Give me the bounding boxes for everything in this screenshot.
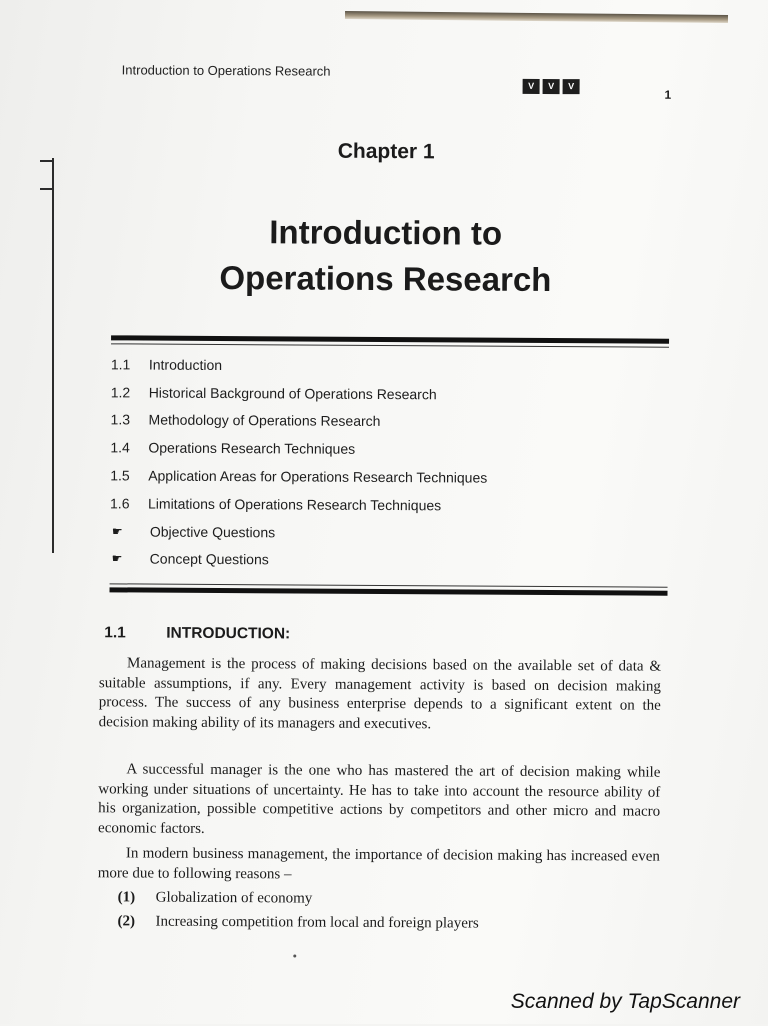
logo-letter: V — [563, 79, 580, 94]
pointing-hand-bullet-icon: ☛ — [111, 551, 123, 566]
contents-title: Limitations of Operations Research Techniques — [147, 495, 442, 514]
contents-title: Objective Questions — [149, 523, 276, 541]
contents-top-rule-thin — [111, 343, 669, 347]
reason-item — [117, 909, 478, 935]
contents-item — [111, 350, 671, 381]
contents-item — [110, 489, 670, 520]
chapter-title-line: Operations Research — [219, 258, 552, 299]
reason-number: (2) — [117, 913, 136, 930]
contents-bottom-rule — [110, 587, 668, 595]
contents-item — [110, 434, 670, 465]
chapter-label: Chapter 1 — [337, 139, 435, 164]
contents-item — [111, 378, 671, 409]
reason-text: Increasing competition from local and foreign players — [155, 913, 479, 932]
pointing-hand-bullet-icon: ☛ — [111, 524, 123, 539]
section-title: INTRODUCTION: — [166, 624, 291, 643]
chapter-title — [1, 208, 768, 305]
contents-top-rule — [111, 335, 669, 343]
logo-letter: V — [543, 79, 560, 94]
contents-title: Concept Questions — [149, 551, 269, 568]
contents-number: 1.5 — [110, 467, 130, 484]
contents-item — [110, 545, 670, 576]
contents-title: Historical Background of Operations Research — [148, 384, 437, 403]
reason-text: Globalization of economy — [155, 889, 313, 907]
body-paragraph: In modern business management, the importance of decision making has increased even more due to following reasons – — [97, 845, 660, 882]
page-number: 1 — [664, 87, 672, 102]
publisher-logo — [523, 79, 580, 94]
chapter-contents — [110, 350, 671, 576]
contents-item — [110, 517, 670, 548]
scanner-watermark: Scanned by TapScanner — [510, 990, 740, 1013]
contents-title: Application Areas for Operations Research Techniques — [148, 467, 488, 486]
contents-item — [110, 406, 670, 437]
body-paragraph: A successful manager is the one who has mastered the art of decision making while working under situations of uncertainty. He has to take into account the resource ability of his organization, possible competitive actions by competitors and other micro and macro economic factors. — [98, 761, 661, 837]
contents-number: 1.1 — [110, 356, 131, 373]
contents-number: 1.4 — [110, 439, 130, 456]
section-heading — [104, 624, 290, 643]
contents-item — [110, 462, 670, 493]
reasons-list — [117, 885, 479, 935]
body-paragraph: Management is the process of making decisions based on the available set of data & suitable assumptions, if any. Every management activity is based on decision making process. The success of any business enterprise depends to a significant extent on the decision making ability of its managers and executives. — [98, 655, 662, 732]
contents-title: Introduction — [148, 356, 223, 373]
contents-number: 1.3 — [110, 411, 131, 428]
contents-title: Methodology of Operations Research — [148, 412, 381, 430]
scan-speck — [293, 954, 296, 957]
contents-number: 1.2 — [110, 384, 131, 401]
reason-item — [118, 885, 479, 911]
contents-title: Operations Research Techniques — [148, 439, 356, 458]
logo-letter: V — [523, 79, 540, 94]
reason-number: (1) — [117, 889, 136, 906]
running-header-title: Introduction to Operations Research — [121, 62, 331, 79]
section-number: 1.1 — [104, 624, 126, 642]
contents-number: 1.6 — [109, 495, 130, 512]
chapter-title-line: Introduction to — [269, 213, 503, 252]
